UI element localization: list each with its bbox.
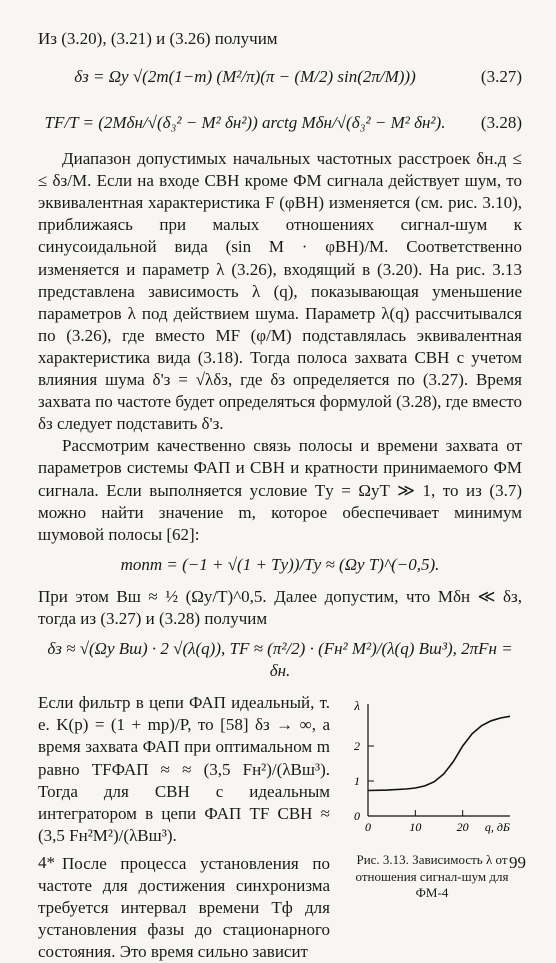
paragraph-2: Рассмотрим качественно связь полосы и времени захвата от параметров системы ФАП и СВН и кратности принимаемого ФМ сигнала. Если выполняется условие Tу = ΩуT ≫ 1, то из (3.7) можно найти значение m, которое обеспечивает минимум шумовой полосы [62]: <box>38 436 522 544</box>
equation-3-28 <box>38 102 522 142</box>
equation-3-27-body: δз = Ωу √(2m(1−m) (M²/π)(π − (M/2) sin(2π/M))) <box>74 67 416 87</box>
figure-3-13 <box>342 692 522 963</box>
x-tick-label: 20 <box>456 820 469 835</box>
page-number: 99 <box>509 853 526 872</box>
equation-3-28-body: TF/T = (2Mδн/√(δ₃² − M² δн²)) arctg Mδн/√(δ₃² − M² δн²). <box>44 113 446 133</box>
y-tick-label: 1 <box>354 774 360 789</box>
figure-caption: Рис. 3.13. Зависимость λ от отношения сигнал-шум для ФМ-4 <box>355 852 509 900</box>
x-tick-label: 0 <box>365 820 371 835</box>
equation-3-28-number: (3.28) <box>480 113 522 133</box>
equation-3-27 <box>38 56 522 96</box>
page-footer <box>38 852 526 874</box>
equation-3-27-number: (3.27) <box>480 67 522 87</box>
equation-approx: δз ≈ √(Ωу Bш) · 2 √(λ(q)), TF ≈ (π²/2) · (Fн² M²)/(λ(q) Bш³), 2πFн = δн. <box>47 639 513 681</box>
page <box>38 28 522 963</box>
left-column <box>38 692 330 963</box>
y-tick-label: 0 <box>354 809 360 824</box>
lambda-curve <box>368 717 510 791</box>
intro-text: Из (3.20), (3.21) и (3.26) получим <box>38 29 278 48</box>
x-axis-label: q, дБ <box>484 820 510 835</box>
equation-m-opt: mопт = (−1 + √(1 + Tу))/Tу ≈ (Ωу T)^(−0,5). <box>120 554 440 574</box>
signature-mark: 4* <box>38 853 55 872</box>
x-tick-label: 10 <box>409 820 422 835</box>
paragraph-1: Диапазон допустимых начальных частотных расстроек δн.д ≤ ≤ δз/M. Если на входе СВН кроме ФМ сигнала действует шум, то эквивалентная характеристика F (φВН) изменяется (см. рис. 3.10), приближаясь при малых отношениях сигнал-шум к синусоидальной вида (sin M · φВН)/M. Соответственно изменяется и параметр λ (3.26), входящий в (3.20). На рис. 3.13 представлена зависимость λ (q), показывающая уменьшение параметров λ под действием шума. Параметр λ(q) рассчитывался по (3.26), где вместо MF (φ/M) подставлялась эквивалентная характеристика вида (3.18). Тогда полоса захвата СВН с учетом влияния шума δ'з = √λδз, где δз определяется по (3.27). Время захвата по частоте будет определяться формулой (3.28), где вместо δз следует подставить δ'з. <box>38 149 522 434</box>
text-figure-row <box>38 692 522 963</box>
paragraph-4: Если фильтр в цепи ФАП идеальный, т. е. K(p) = (1 + mp)/P, то [58] δз → ∞, а время захвата ФАП при оптимальном m равно TFФАП ≈ ≈ (3,5 Fн²)/(λBш³). Тогда для СВН с идеальным интегратором в цепи ФАП TF СВН ≈ (3,5 Fн²M²)/(λBш³). <box>38 693 330 845</box>
paragraph-5: После процесса установления по частоте для достижения синхронизма требуется интервал времени Tф для установления фазы до стационарного состояния. Это время сильно зависит <box>38 853 330 962</box>
lambda-vs-q-chart <box>342 692 522 842</box>
paragraph-3: При этом Bш ≈ ½ (Ωу/T)^0,5. Далее допустим, что Mδн ≪ δз, тогда из (3.27) и (3.28) получим <box>38 586 522 628</box>
y-tick-label: 2 <box>354 739 360 754</box>
y-axis-label: λ <box>354 698 360 714</box>
